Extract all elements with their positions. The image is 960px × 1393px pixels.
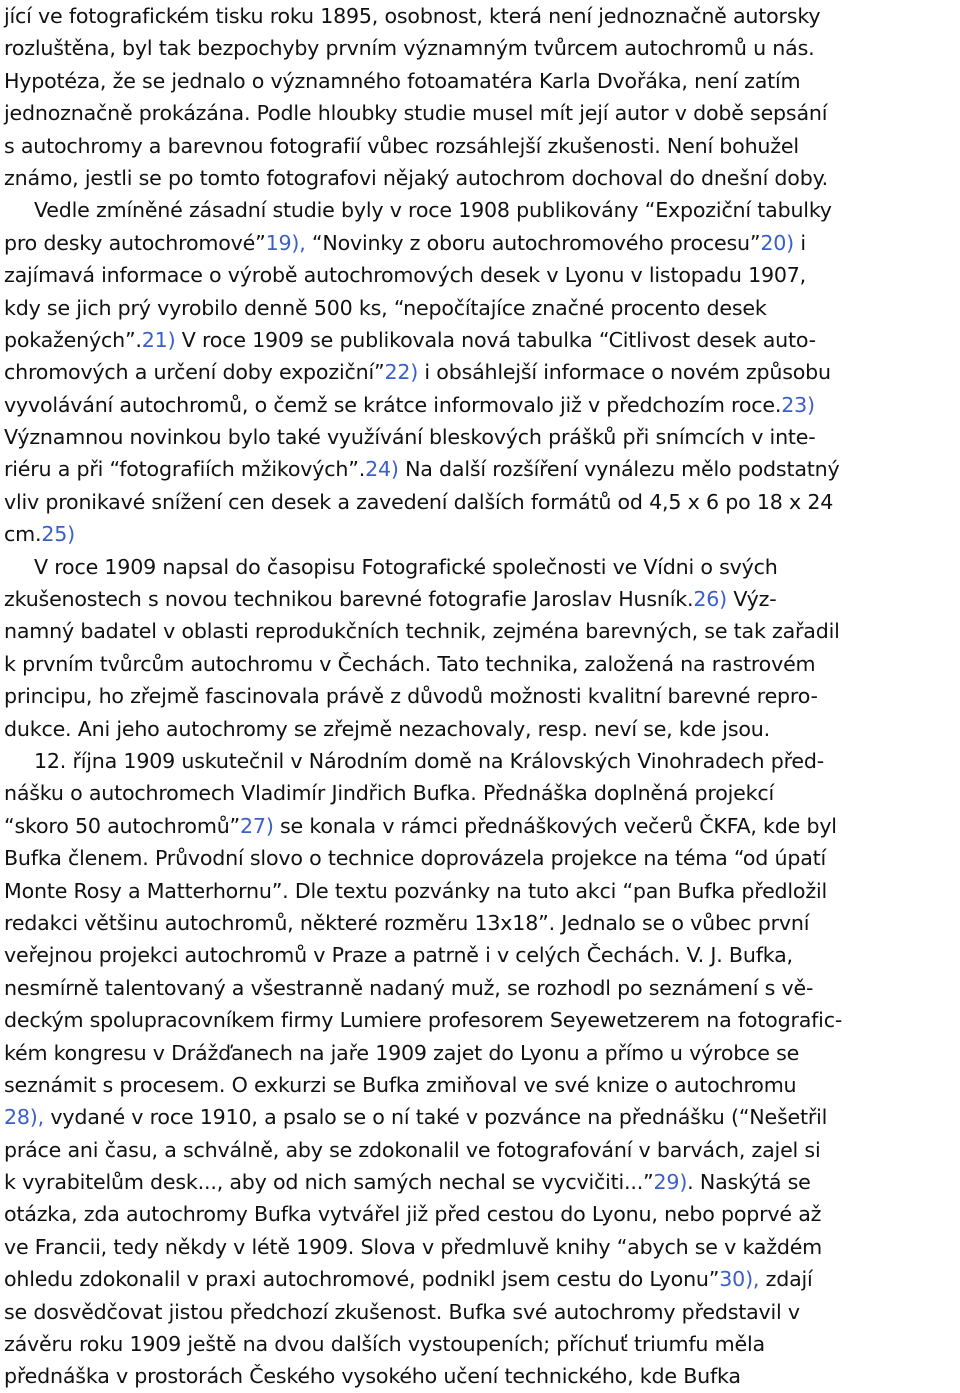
footnote-reference: 20)	[760, 230, 794, 255]
text-line	[4, 1296, 956, 1328]
text-segment: riéru a při “fotografiích mžikových”.	[4, 457, 366, 482]
text-line	[4, 1360, 956, 1392]
text-line	[4, 356, 956, 388]
text-segment: se konala v rámci přednáškových večerů ČKFA, kde byl	[273, 813, 837, 838]
text-line	[4, 1037, 956, 1069]
text-segment: ohledu zdokonalil v praxi autochromové, podnikl jsem cestu do Lyonu”	[4, 1267, 720, 1292]
text-segment: Bufka členem. Průvodní slovo o technice doprovázela projekce na téma “od úpatí	[4, 846, 827, 871]
text-line	[4, 1231, 956, 1263]
text-segment: cm.	[4, 522, 42, 547]
text-segment: i	[793, 230, 806, 255]
text-segment: ve Francii, tedy někdy v létě 1909. Slova v předmluvě knihy “abych se v každém	[4, 1234, 823, 1259]
text-line	[4, 648, 956, 680]
text-segment: zdají	[759, 1267, 813, 1292]
text-segment: deckým spolupracovníkem firmy Lumiere profesorem Seyewetzerem na fotografic-	[4, 1008, 843, 1033]
text-line	[4, 615, 956, 647]
text-segment: vydané v roce 1910, a psalo se o ní také v pozvánce na přednášku (“Nešetřil	[44, 1105, 828, 1130]
footnote-reference: 19),	[265, 230, 306, 255]
text-line	[4, 972, 956, 1004]
text-segment: Výz-	[726, 587, 777, 612]
text-segment: principu, ho zřejmě fascinovala právě z důvodů možnosti kvalitní barevné repro-	[4, 684, 818, 709]
text-line	[4, 453, 956, 485]
text-line	[4, 421, 956, 453]
text-segment: redakci většinu autochromů, některé rozměru 13x18”. Jednalo se o vůbec první	[4, 910, 810, 935]
text-segment: Vedle zmíněné zásadní studie byly v roce 1908 publikovány “Expoziční tabulky	[34, 198, 832, 223]
text-line	[4, 292, 956, 324]
text-segment: zajímavá informace o výrobě autochromových desek v Lyonu v listopadu 1907,	[4, 263, 807, 288]
text-segment: známo, jestli se po tomto fotografovi nějaký autochrom dochoval do dnešní doby.	[4, 165, 828, 190]
footnote-reference: 25)	[41, 522, 75, 547]
text-segment: Monte Rosy a Matterhornu”. Dle textu pozvánky na tuto akci “pan Bufka předložil	[4, 878, 827, 903]
text-segment: k vyrabitelům desk..., aby od nich samých nechal se vycvičiti...”	[4, 1170, 654, 1195]
text-line	[4, 842, 956, 874]
footnote-reference: 26)	[693, 587, 727, 612]
text-segment: 12. října 1909 uskutečnil v Národním domě na Královských Vinohradech před-	[34, 748, 825, 773]
text-line	[4, 194, 956, 226]
footnote-reference: 21)	[141, 327, 176, 352]
text-line	[4, 1198, 956, 1230]
footnote-reference: 28),	[4, 1105, 44, 1130]
text-segment: zkušenostech s novou technikou barevné fotografie Jaroslav Husník.	[4, 587, 694, 612]
text-segment: kdy se jich prý vyrobilo denně 500 ks, “nepočítajíce značné procento desek	[4, 295, 767, 320]
text-line	[4, 907, 956, 939]
text-segment: k prvním tvůrcům autochromu v Čechách. Tato technika, založená na rastrovém	[4, 651, 816, 676]
text-segment: vliv pronikavé snížení cen desek a zavedení dalších formátů od 4,5 x 6 po 18 x 24	[4, 489, 834, 514]
text-segment: závěru roku 1909 ještě na dvou dalších vystoupeních; příchuť triumfu měla	[4, 1332, 765, 1357]
text-line	[4, 1263, 956, 1295]
text-line	[4, 939, 956, 971]
text-segment: vyvolávání autochromů, o čemž se krátce informovalo již v předchozím roce.	[4, 392, 782, 417]
text-line	[4, 1101, 956, 1133]
text-segment: otázka, zda autochromy Bufka vytvářel již před cestou do Lyonu, nebo poprvé až	[4, 1202, 822, 1227]
text-segment: “skoro 50 autochromů”	[4, 813, 241, 838]
text-segment: dukce. Ani jeho autochromy se zřejmě nezachovaly, resp. neví se, kde jsou.	[4, 716, 770, 741]
text-line	[4, 1328, 956, 1360]
footnote-reference: 27)	[240, 813, 274, 838]
footnote-reference: 29)	[653, 1170, 688, 1195]
text-segment: přednáška v prostorách Českého vysokého učení technického, kde Bufka	[4, 1364, 741, 1389]
text-segment: se dosvědčovat jistou předchozí zkušenost. Bufka své autochromy představil v	[4, 1299, 800, 1324]
text-line	[4, 259, 956, 291]
text-line	[4, 518, 956, 550]
text-segment: seznámit s procesem. O exkurzi se Bufka zmiňoval ve své knize o autochromu	[4, 1072, 797, 1097]
text-line	[4, 0, 956, 32]
text-segment: V roce 1909 napsal do časopisu Fotografické společnosti ve Vídni o svých	[34, 554, 778, 579]
text-segment: kém kongresu v Drážďanech na jaře 1909 zajet do Lyonu a přímo u výrobce se	[4, 1040, 800, 1065]
text-segment: jící ve fotografickém tisku roku 1895, osobnost, která není jednoznačně autorsky	[4, 4, 821, 28]
text-line	[4, 97, 956, 129]
text-line	[4, 1134, 956, 1166]
text-segment: pro desky autochromové”	[4, 230, 266, 255]
text-segment: V roce 1909 se publikovala nová tabulka “Citlivost desek auto-	[175, 327, 816, 352]
text-segment: práce ani času, a schválně, aby se zdokonalil ve fotografování v barvách, zajel si	[4, 1137, 821, 1162]
text-line	[4, 162, 956, 194]
text-segment: Na další rozšíření vynálezu mělo podstatný	[398, 457, 840, 482]
text-line	[4, 324, 956, 356]
text-segment: “Novinky z oboru autochromového procesu”	[305, 230, 761, 255]
text-line	[4, 1166, 956, 1198]
text-segment: . Naskýtá se	[687, 1170, 811, 1195]
text-segment: Významnou novinkou bylo také využívání bleskových prášků při snímcích v inte-	[4, 425, 816, 450]
text-line	[4, 777, 956, 809]
text-segment: nesmírně talentovaný a všestranně nadaný muž, se rozhodl po seznámení s vě-	[4, 975, 814, 1000]
text-line	[4, 875, 956, 907]
footnote-reference: 23)	[781, 392, 815, 417]
footnote-reference: 24)	[365, 457, 399, 482]
text-segment: Hypotéza, že se jednalo o významného fotoamatéra Karla Dvořáka, není zatím	[4, 68, 801, 93]
text-segment: i obsáhlejší informace o novém způsobu	[418, 360, 831, 385]
text-line	[4, 713, 956, 745]
text-line	[4, 810, 956, 842]
text-line	[4, 486, 956, 518]
text-line	[4, 389, 956, 421]
text-segment: pokažených”.	[4, 327, 142, 352]
text-line	[4, 1004, 956, 1036]
text-segment: rozluštěna, byl tak bezpochyby prvním významným tvůrcem autochromů u nás.	[4, 36, 815, 61]
text-segment: jednoznačně prokázána. Podle hloubky studie musel mít její autor v době sepsání	[4, 101, 828, 126]
text-line	[4, 551, 956, 583]
text-line	[4, 1069, 956, 1101]
text-line	[4, 32, 956, 64]
text-segment: nášku o autochromech Vladimír Jindřich Bufka. Přednáška doplněná projekcí	[4, 781, 774, 806]
footnote-reference: 30),	[719, 1267, 760, 1292]
text-segment: namný badatel v oblasti reprodukčních technik, zejména barevných, se tak zařadil	[4, 619, 840, 644]
text-line	[4, 227, 956, 259]
text-line	[4, 680, 956, 712]
footnote-reference: 22)	[384, 360, 419, 385]
text-segment: chromových a určení doby expoziční”	[4, 360, 385, 385]
text-line	[4, 130, 956, 162]
text-segment: s autochromy a barevnou fotografií vůbec rozsáhlejší zkušenosti. Není bohužel	[4, 133, 799, 158]
text-line	[4, 583, 956, 615]
text-line	[4, 745, 956, 777]
text-line	[4, 65, 956, 97]
text-segment: veřejnou projekci autochromů v Praze a patrně i v celých Čechách. V. J. Bufka,	[4, 943, 793, 968]
